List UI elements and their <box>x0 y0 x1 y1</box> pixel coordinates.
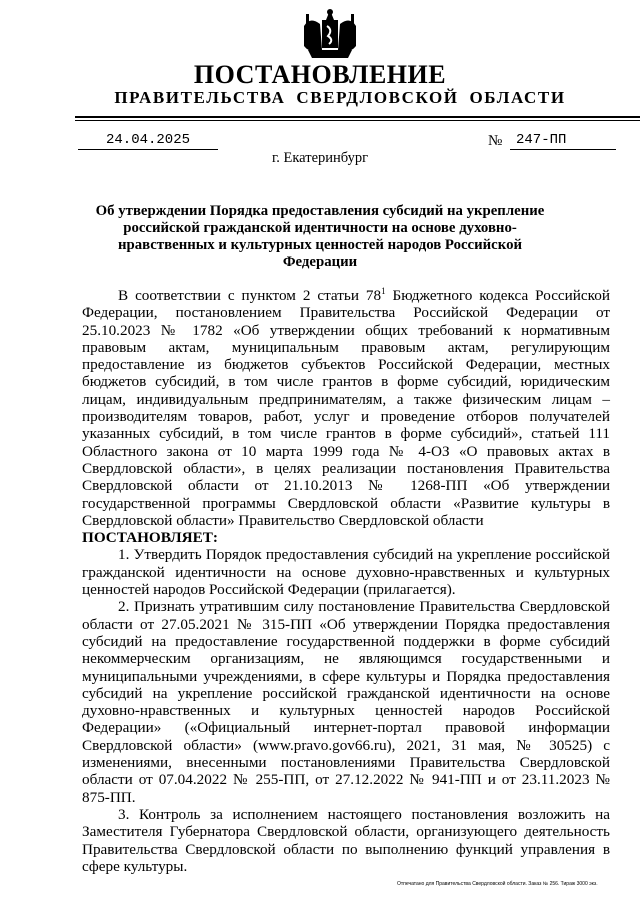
preamble-paragraph <box>82 287 610 529</box>
item-3: 3. Контроль за исполнением настоящего постановления возложить на Заместителя Губернатора Свердловской области, организующего деятельность Правительства Свердловской области по выполнению функций управления в сфере культуры. <box>82 805 610 875</box>
preamble-text-start: В соответствии с пунктом 2 статьи 78 <box>118 287 382 304</box>
document-body <box>82 287 610 875</box>
issuer-heading: ПРАВИТЕЛЬСТВА СВЕРДЛОВСКОЙ ОБЛАСТИ <box>114 88 566 107</box>
document-type-heading: ПОСТАНОВЛЕНИЕ <box>193 60 447 89</box>
city: г. Екатеринбург <box>271 150 369 166</box>
document-title: Об утверждении Порядка предоставления субсидий на укрепление российской гражданской идентичности на основе духовно-нравственных и культурных ценностей народов Российской Федерации <box>95 203 545 270</box>
document-date: 24.04.2025 <box>78 132 218 150</box>
item-2: 2. Признать утратившим силу постановление Правительства Свердловской области от 27.05.2021 № 315-ПП «Об утверждении Порядка предоставления субсидий на предоставление государственной поддержки в форме субсидий некоммерческим организациям, не являющимся государственными и муниципальными учреждениями, в сфере культуры и Порядка предоставления субсидий на укрепление российской гражданской идентичности на основе духовно-нравственных и культурных ценностей народов Российской Федерации» («Официальный интернет-портал правовой информации Свердловской области» (www.pravo.gov66.ru), 2021, 31 мая, № 30525) с изменениями, внесенными постановлениями Правительства Свердловской области от 07.04.2022 № 255-ПП, от 27.12.2022 № 941-ПП и от 23.11.2023 № 875-ПП. <box>82 598 610 806</box>
resolves-heading: ПОСТАНОВЛЯЕТ: <box>82 529 218 547</box>
print-footer: Отпечатано для Правительства Свердловской области. Заказ № 256. Тираж 3000 экз. <box>397 881 598 887</box>
header-divider-thin <box>75 120 640 121</box>
superscript: 1 <box>381 285 386 296</box>
number-label: № <box>488 133 503 149</box>
item-1: 1. Утвердить Порядок предоставления субсидий на укрепление российской гражданской идентичности на основе духовно-нравственных и культурных ценностей народов Российской Федерации (прилагается). <box>82 546 610 599</box>
header-divider <box>75 116 640 118</box>
preamble-text-rest: Бюджетного кодекса Российской Федерации, постановлением Правительства Российской Федерации от 25.10.2023 № 1782 «Об утверждении общих требований к нормативным правовым актам, муниципальным правовым актам, регулирующим предоставление из бюджетов субъектов Российской Федерации, местных бюджетов субсидий, в том числе грантов в форме субсидий, юридическим лицам, индивидуальным предпринимателям, а также физическим лицам – производителям товаров, работ, услуг и проведение отборов получателей указанных субсидий, в том числе грантов в форме субсидий», статьей 111 Областного закона от 10 марта 1999 года № 4-ОЗ «О правовых актах в Свердловской области», в целях реализации постановления Правительства Свердловской области от 21.10.2013 № 1268-ПП «Об утверждении государственной программы Свердловской области «Развитие культуры в Свердловской области» Правительство Свердловской области <box>82 287 610 529</box>
document-number: 247-ПП <box>510 132 616 150</box>
coat-of-arms-icon <box>300 6 360 58</box>
